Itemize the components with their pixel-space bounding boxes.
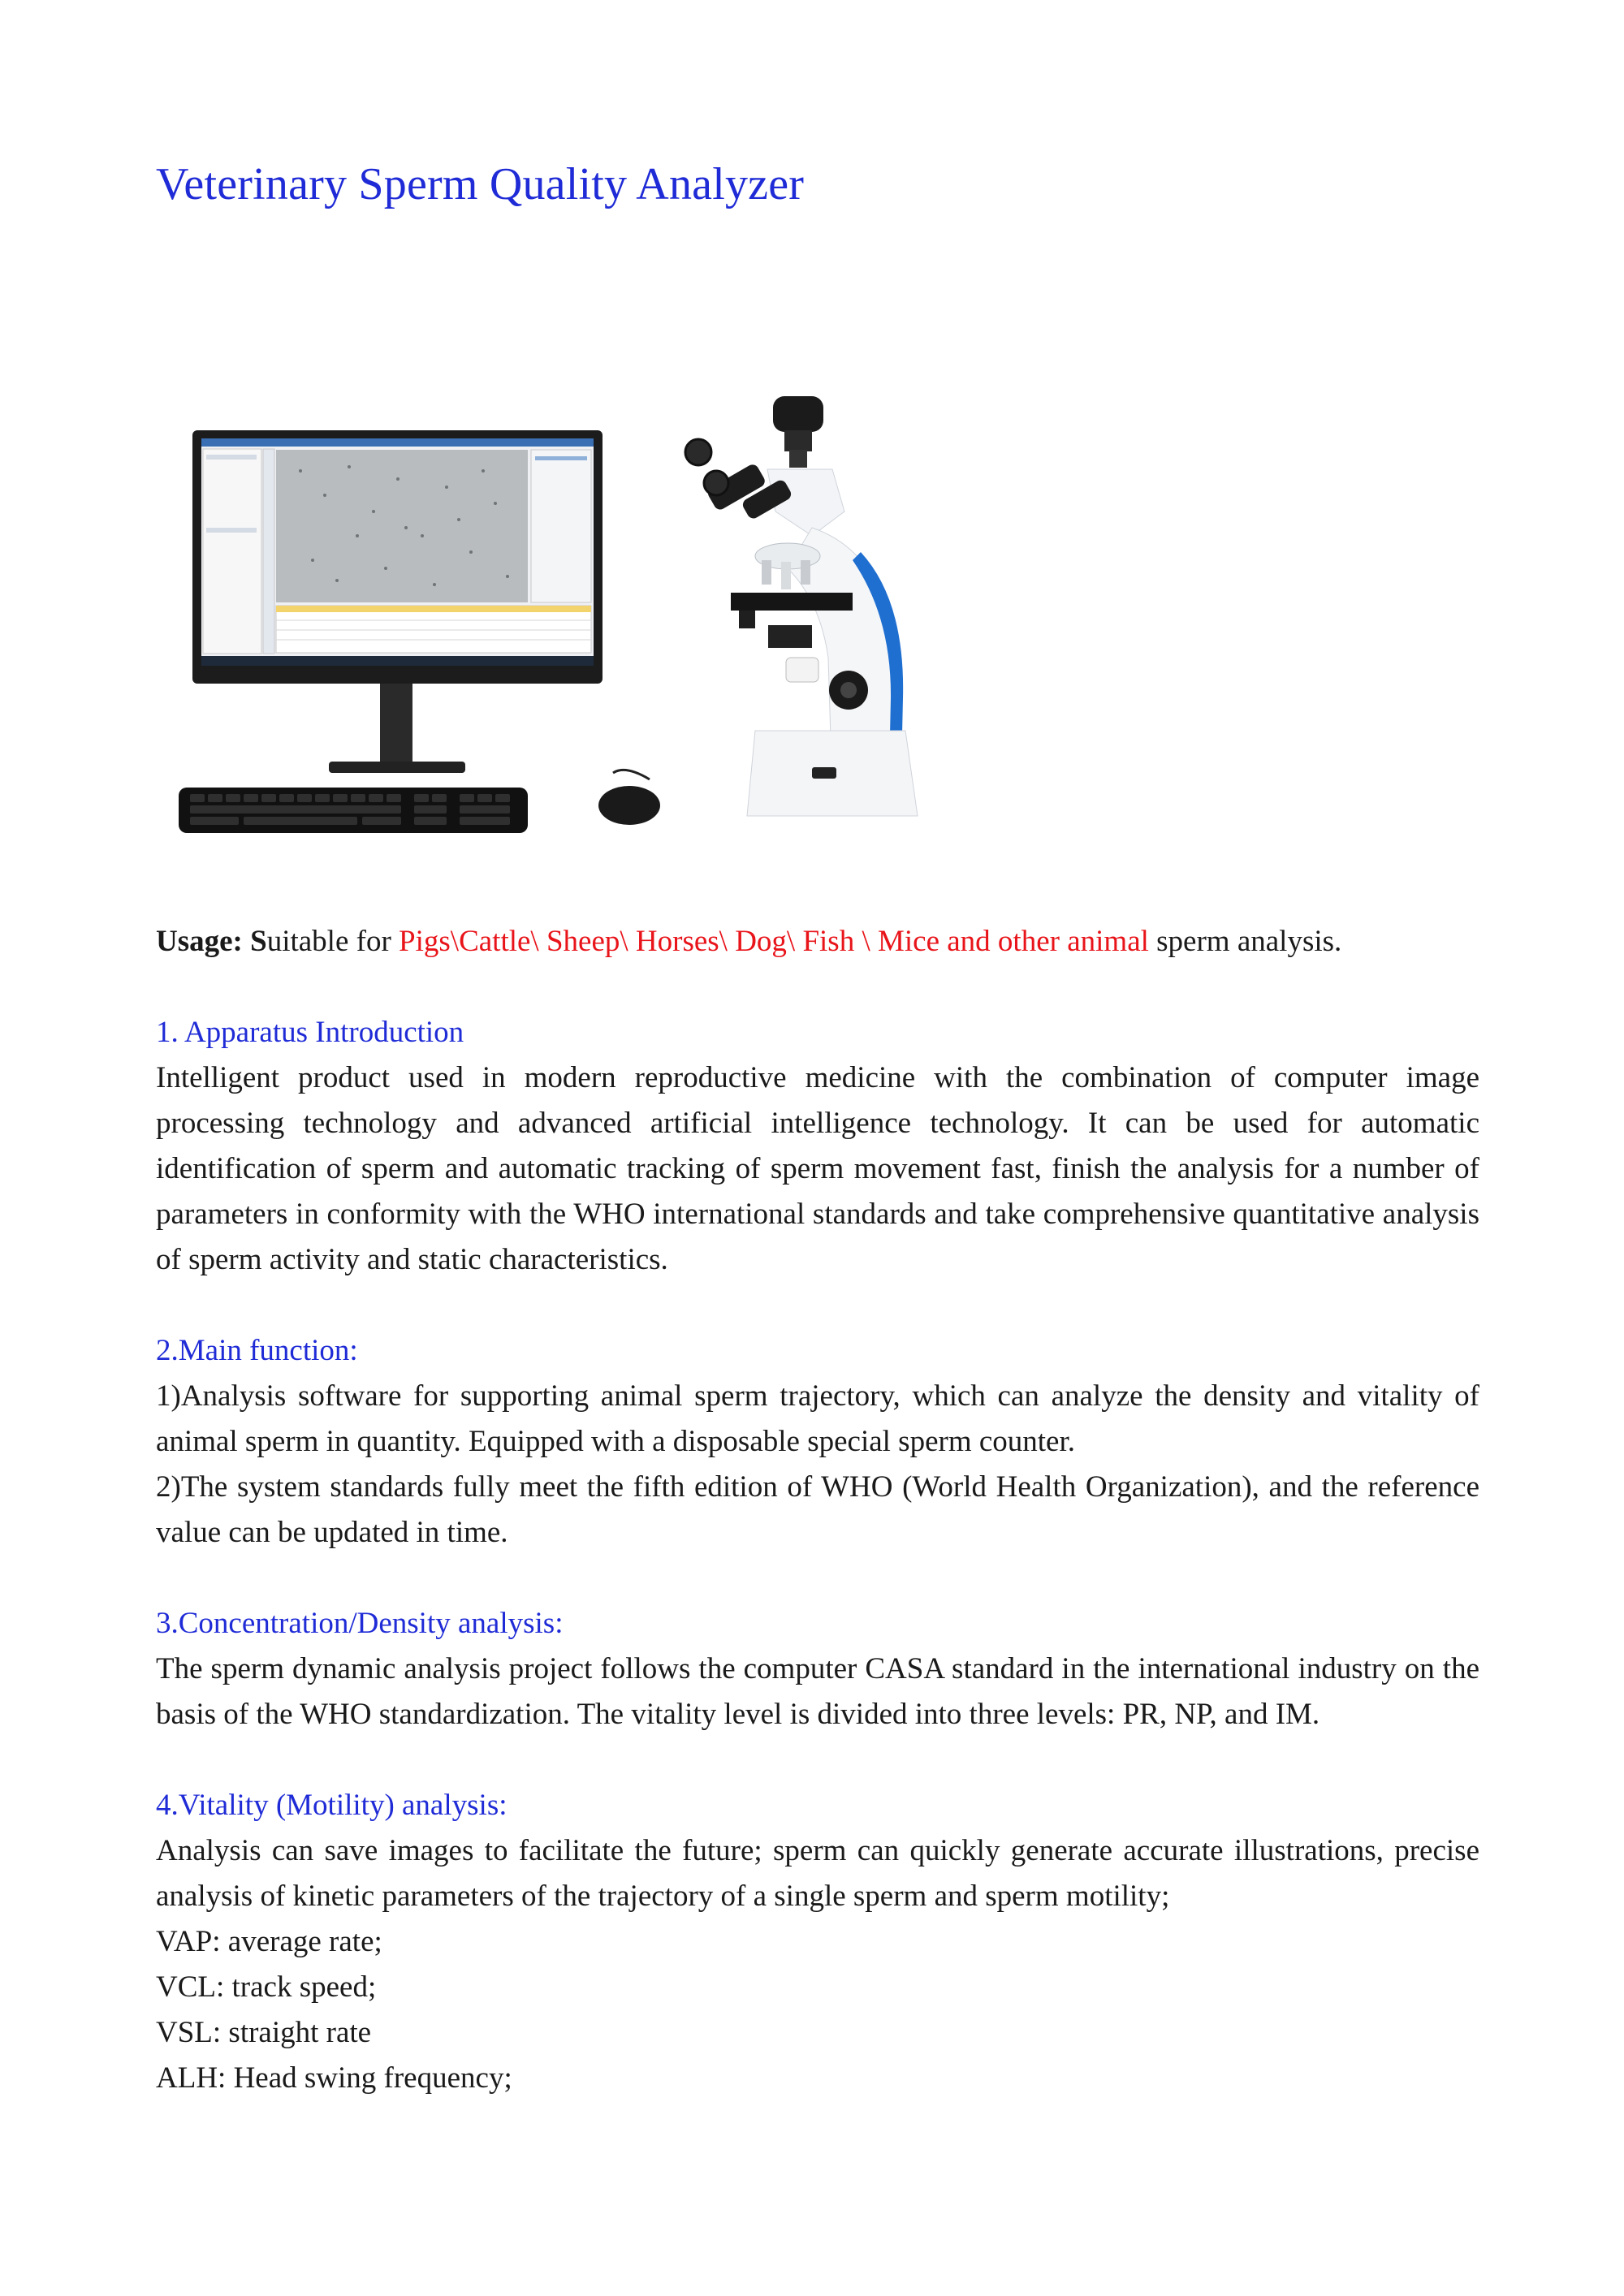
section-heading-vitality: 4.Vitality (Motility) analysis: [156,1789,508,1822]
usage-animals: Pigs\Cattle\ Sheep\ Horses\ Dog\ Fish \ Mice and other animal [399,925,1149,958]
monitor-illustration [192,430,603,773]
usage-text-after: sperm analysis. [1148,925,1342,958]
usage-paragraph [156,919,1479,965]
usage-label: Usage: [156,925,243,958]
section-heading-concentration: 3.Concentration/Density analysis: [156,1607,564,1640]
document-body [156,919,1479,2101]
parameter-line-vsl: VSL: straight rate [156,2016,372,2049]
section-heading-apparatus: 1. Apparatus Introduction [156,1016,464,1049]
document-title: Veterinary Sperm Quality Analyzer [156,159,805,209]
section-paragraph: 1)Analysis software for supporting animal sperm trajectory, which can analyze the density and vitality of animal sperm in quantity. Equipped with a disposable special sperm counter. [156,1379,1479,1458]
section-paragraph: 2)The system standards fully meet the fifth edition of WHO (World Health Organization), and the reference value can be updated in time. [156,1470,1479,1549]
microscope-illustration [685,396,918,816]
section-paragraph: Analysis can save images to facilitate the future; sperm can quickly generate accurate illustrations, precise analysis of kinetic parameters of the trajectory of a single sperm and sperm motility; [156,1834,1479,1913]
product-photo [171,390,983,844]
section-paragraph: The sperm dynamic analysis project follows the computer CASA standard in the international industry on the basis of the WHO standardization. The vitality level is divided into three levels: PR, NP, and IM. [156,1652,1479,1731]
section-heading-main-function: 2.Main function: [156,1334,358,1367]
usage-text-before: uitable for [266,925,400,958]
parameter-line-alh: ALH: Head swing frequency; [156,2061,512,2095]
parameter-line-vap: VAP: average rate; [156,1925,382,1958]
section-paragraph: Intelligent product used in modern reproductive medicine with the combination of computer image processing technology and advanced artificial intelligence technology. It can be used for automatic identification of sperm and automatic tracking of sperm movement fast, finish the analysis for a number of parameters in conformity with the WHO international standards and take comprehensive quantitative analysis of sperm activity and static characteristics. [156,1061,1479,1276]
keyboard-illustration [179,788,528,833]
mouse-illustration [598,770,660,825]
usage-initial: S [250,925,267,958]
parameter-line-vcl: VCL: track speed; [156,1970,377,2004]
